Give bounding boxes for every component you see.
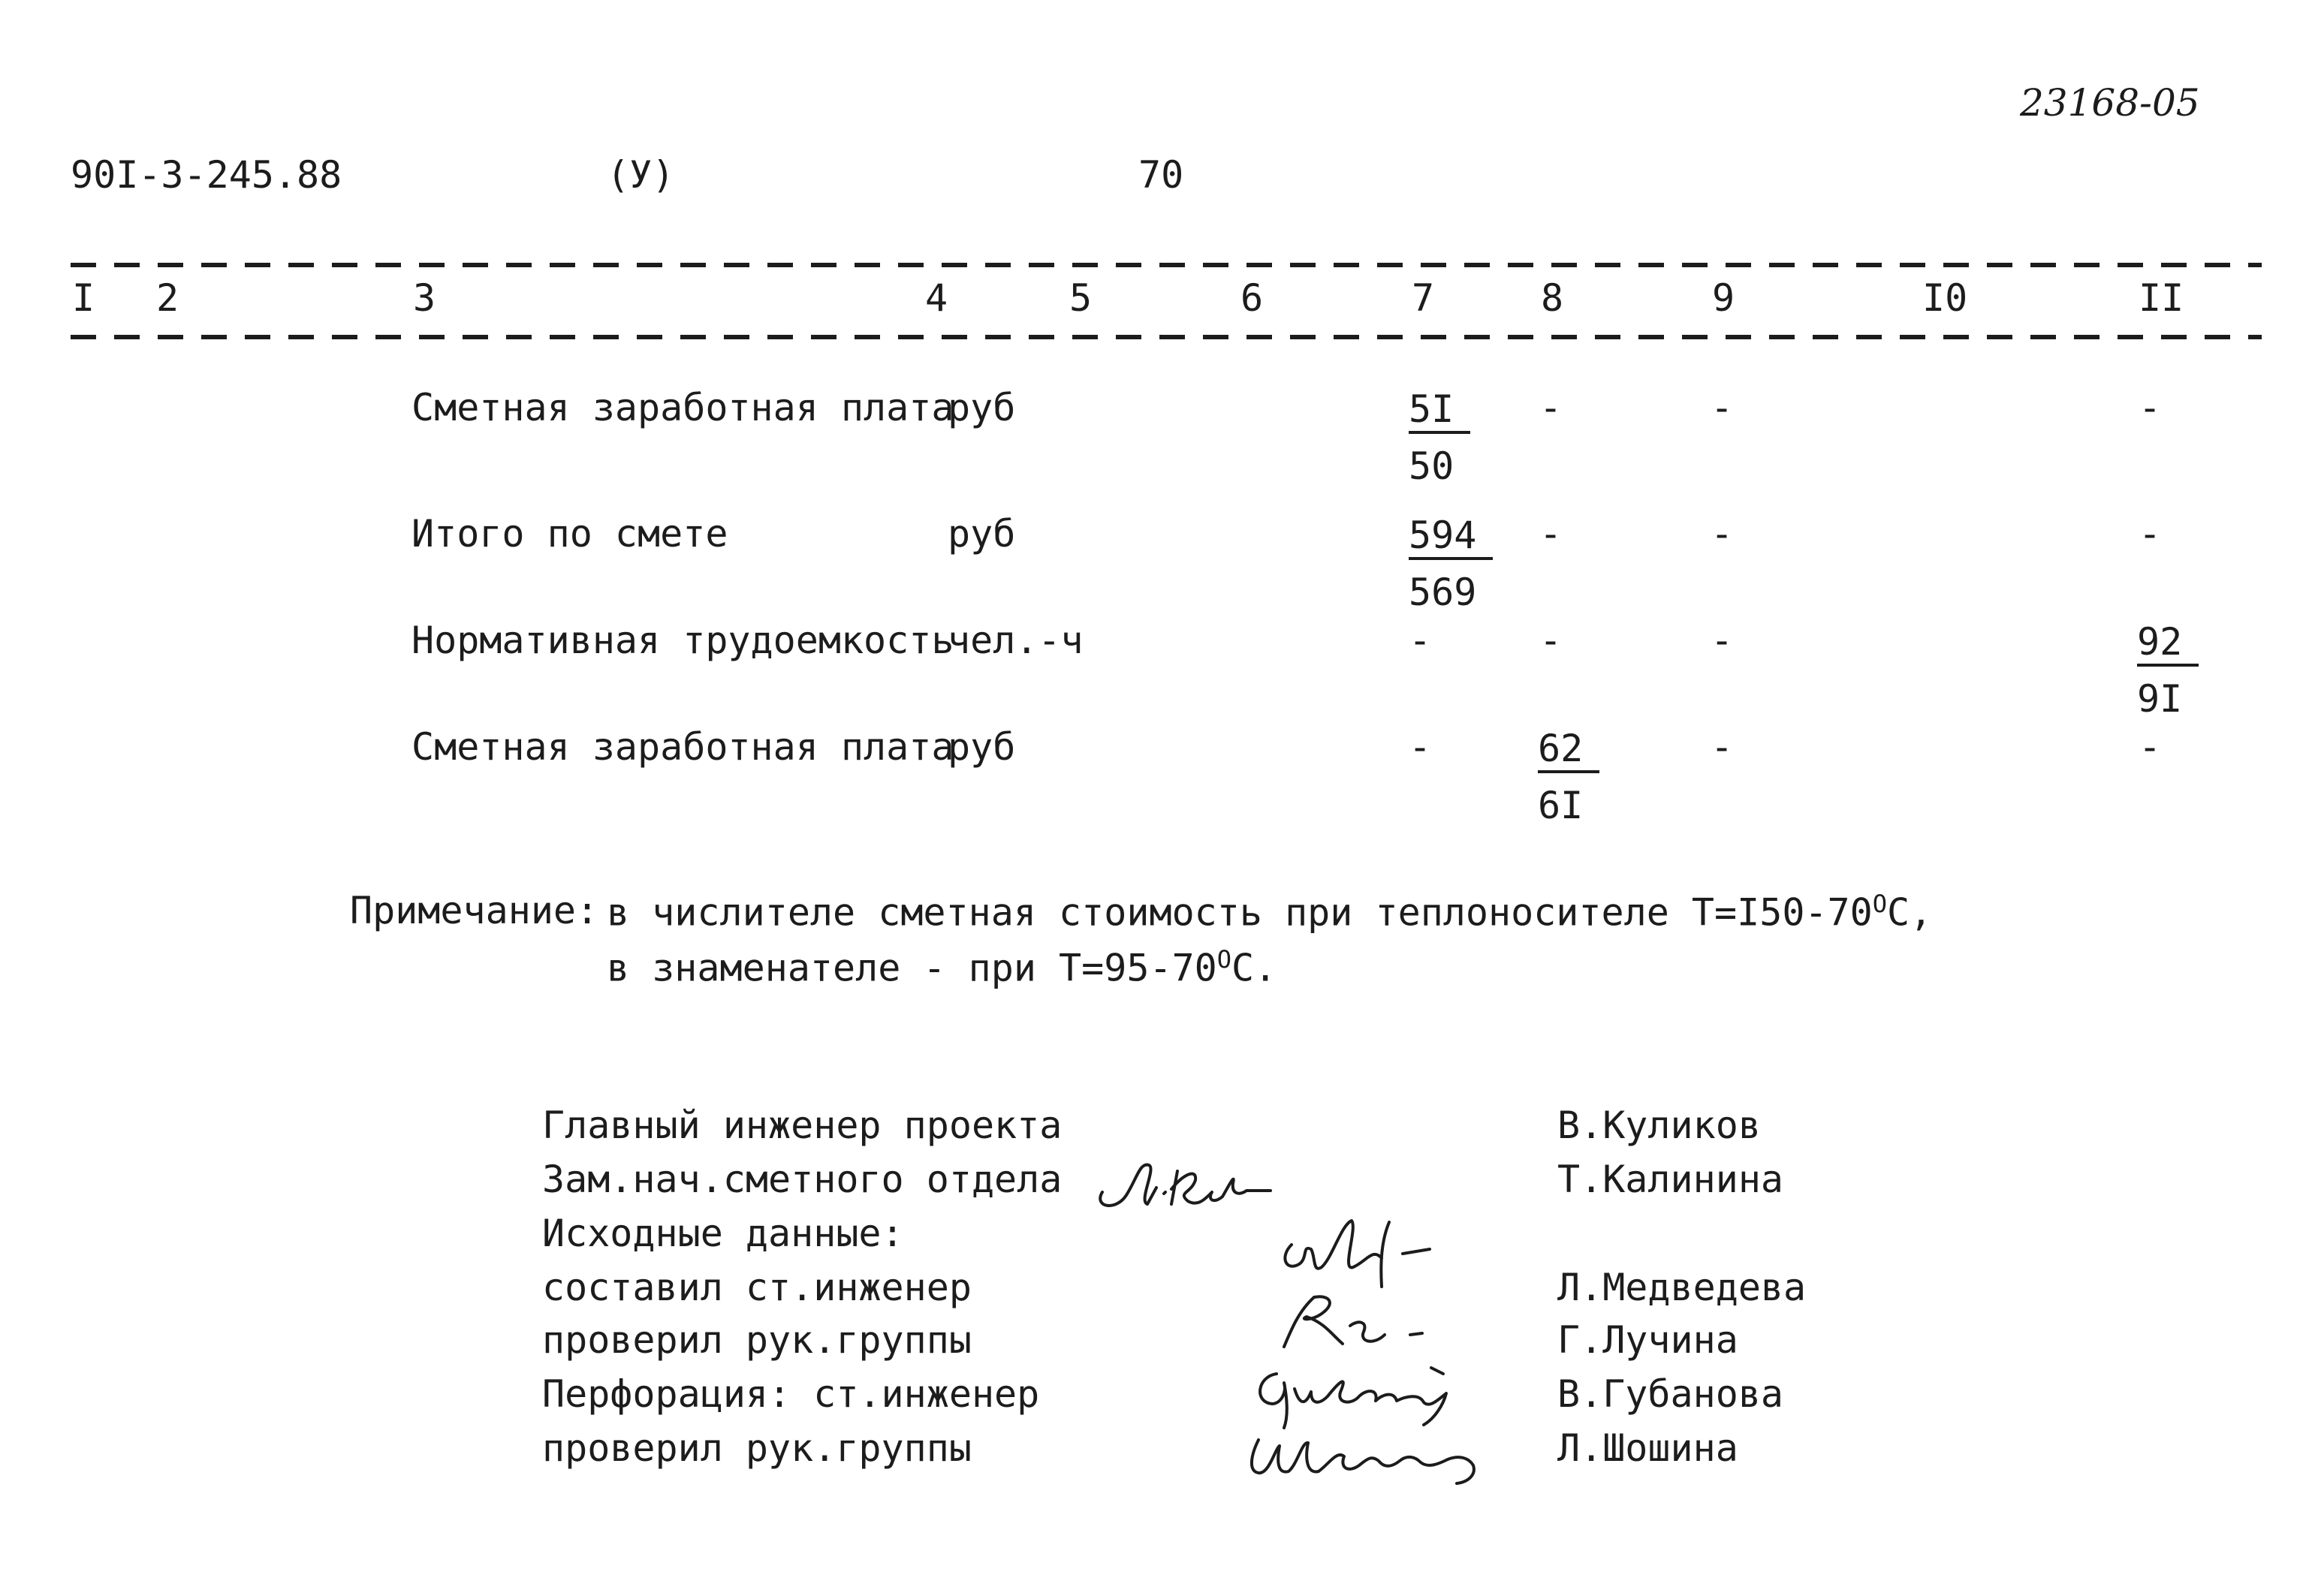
column-header-7: 7 (1412, 276, 1435, 320)
row-3-col7: - (1409, 619, 1432, 662)
document-number: 90I-3-245.88 (71, 153, 342, 197)
signature-role-6: Перфорация: ст.инженер (542, 1372, 1040, 1416)
row-4-col8-fraction (1538, 727, 1599, 827)
row-3-col8: - (1539, 619, 1563, 662)
column-header-2: 2 (156, 276, 179, 320)
row-1-col7-fraction (1409, 387, 1470, 488)
signature-name-5: Г.Лучина (1557, 1318, 1738, 1362)
row-2-col7-denominator: 569 (1409, 571, 1477, 614)
column-header-4: 4 (925, 276, 948, 320)
row-3-col9: - (1711, 619, 1734, 662)
signature-name-6: В.Губанова (1557, 1372, 1784, 1416)
document-mark: (У) (607, 153, 675, 197)
handwritten-signature-luchina (1277, 1290, 1449, 1357)
degree-superscript: O (1216, 945, 1232, 974)
column-header-8: 8 (1541, 276, 1564, 320)
signature-role-5: проверил рук.группы (542, 1318, 972, 1362)
row-1-unit: руб (948, 386, 1016, 429)
row-4-col11: - (2139, 725, 2162, 769)
row-4-unit: руб (948, 725, 1016, 769)
signature-role-3: Исходные данные: (542, 1212, 904, 1255)
page-number: 70 (1138, 153, 1184, 197)
note-line-1-suffix: C, (1887, 890, 1933, 935)
note-line-1-text: в числителе сметная стоимость при теплоносителе T=I50-70 (607, 890, 1873, 935)
row-4-col7: - (1409, 725, 1432, 769)
archive-number: 23168-05 (2020, 81, 2200, 125)
row-4-name: Сметная заработная плата (411, 725, 954, 769)
note-label: Примечание: (350, 889, 599, 932)
column-header-1: I (72, 276, 95, 320)
column-header-6: 6 (1240, 276, 1264, 320)
row-2-col8: - (1539, 512, 1563, 556)
row-1-name: Сметная заработная плата (411, 386, 954, 429)
row-2-col7-fraction (1409, 513, 1493, 614)
signature-name-7: Л.Шошина (1557, 1426, 1738, 1470)
row-2-col9: - (1711, 512, 1734, 556)
row-2-unit: руб (948, 512, 1016, 556)
row-2-col11: - (2139, 512, 2162, 556)
column-header-5: 5 (1069, 276, 1093, 320)
note-line-2-suffix: C. (1231, 946, 1277, 990)
handwritten-signature-medvedeva (1269, 1215, 1449, 1297)
row-3-col11-numerator: 92 (2137, 620, 2199, 667)
note-line-2-text: в знаменателе - при T=95-70 (607, 946, 1217, 990)
row-1-col8: - (1539, 386, 1563, 429)
column-header-11: II (2139, 276, 2184, 320)
row-1-col7-numerator: 5I (1409, 387, 1470, 434)
top-dashed-rule (71, 263, 2262, 267)
row-2-col7-numerator: 594 (1409, 513, 1493, 560)
row-3-col11-fraction (2137, 620, 2199, 721)
handwritten-signature-kalinina (1093, 1149, 1281, 1216)
row-2-name: Итого по смете (411, 512, 728, 556)
signature-name-1: В.Куликов (1557, 1104, 1761, 1147)
signature-name-2: Т.Калинина (1557, 1158, 1784, 1201)
row-3-col11-denominator: 9I (2137, 677, 2183, 721)
handwritten-signature-shoshina (1231, 1419, 1502, 1494)
row-4-col8-denominator: 6I (1538, 784, 1584, 827)
bottom-dashed-rule (71, 335, 2262, 339)
row-4-col9: - (1711, 725, 1734, 769)
row-3-name: Нормативная трудоемкость (411, 619, 954, 662)
column-header-9: 9 (1712, 276, 1735, 320)
signature-role-2: Зам.нач.сметного отдела (542, 1158, 1063, 1201)
row-1-col7-denominator: 50 (1409, 444, 1454, 488)
degree-superscript: O (1872, 890, 1888, 918)
row-3-unit: чел.-ч (948, 619, 1084, 662)
signature-role-4: составил ст.инженер (542, 1266, 972, 1309)
signature-name-4: Л.Медведева (1557, 1266, 1807, 1309)
column-header-3: 3 (413, 276, 436, 320)
row-1-col11: - (2139, 386, 2162, 429)
row-1-col9: - (1711, 386, 1734, 429)
column-header-10: I0 (1922, 276, 1968, 320)
note-line-1 (607, 890, 1933, 935)
note-line-2 (607, 945, 1277, 990)
signature-role-1: Главный инженер проекта (542, 1104, 1063, 1147)
signature-role-7: проверил рук.группы (542, 1426, 972, 1470)
row-4-col8-numerator: 62 (1538, 727, 1599, 773)
